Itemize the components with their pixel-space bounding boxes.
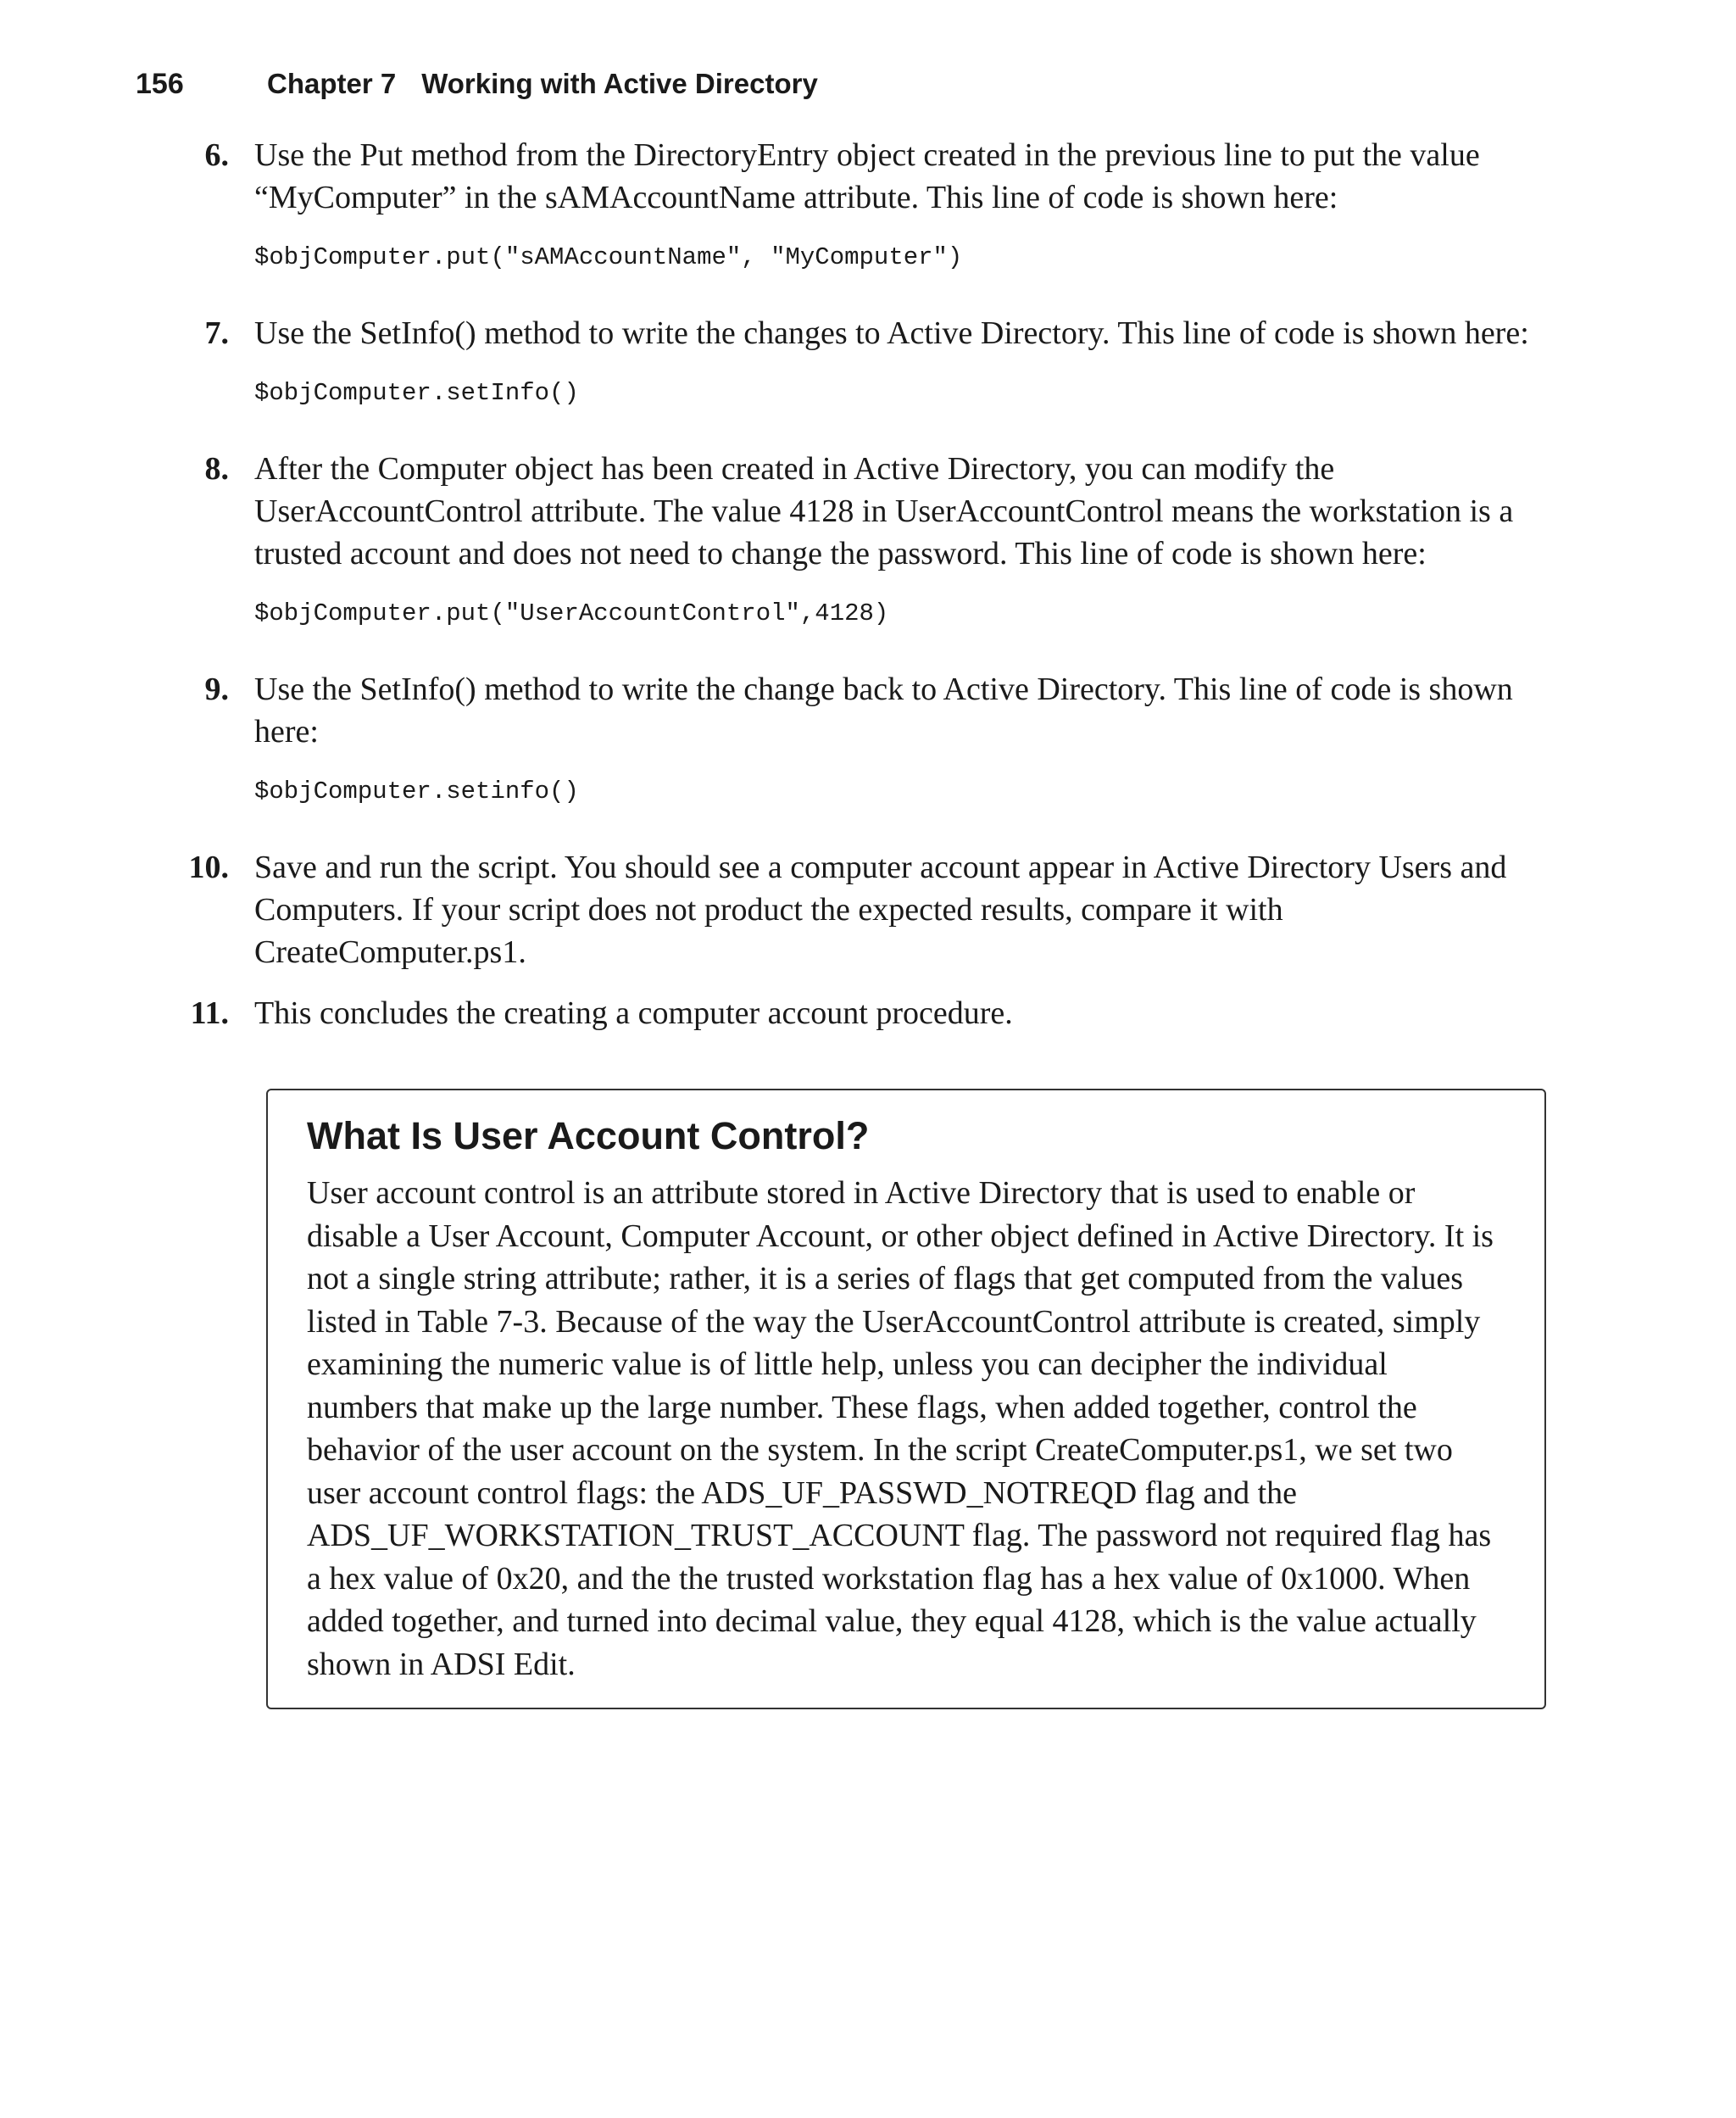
step-text: Save and run the script. You should see a computer account appear in Active Directory Users and Computers. If your script does not product the expected results, compare it with CreateComputer.ps1. [254,850,1507,970]
sidebar-box [266,1089,1546,1709]
step-11 [190,992,1560,1034]
code-line: $objComputer.setInfo() [254,379,579,407]
step-7 [204,312,1560,429]
step-text: After the Computer object has been created in Active Directory, you can modify the UserAccountControl attribute. The value 4128 in UserAccountControl means the workstation is a trusted account and does not need to change the password. This line of code is shown here: [254,451,1514,571]
step-number: 6. [204,137,229,173]
code-line: $objComputer.setinfo() [254,778,579,805]
running-head [136,68,818,109]
chapter-label: Chapter 7 [267,68,397,99]
step-number: 9. [204,672,229,707]
step-number: 11. [190,995,229,1031]
sidebar-title: What Is User Account Control? [307,1114,870,1157]
page-number: 156 [136,68,184,100]
step-8 [204,448,1560,649]
step-text: This concludes the creating a computer account procedure. [254,995,1013,1031]
step-text: Use the SetInfo() method to write the change back to Active Directory. This line of code is shown here: [254,672,1513,750]
code-line: $objComputer.put("UserAccountControl",4128) [254,599,889,627]
procedure-steps [188,134,1560,1053]
step-number: 7. [204,315,229,351]
step-text: Use the SetInfo() method to write the changes to Active Directory. This line of code is shown here: [254,315,1529,351]
sidebar-body: User account control is an attribute stored in Active Directory that is used to enable or disable a User Account, Computer Account, or other object defined in Active Directory. It is not a single string attribute; rather, it is a series of flags that get computed from the values listed in Table 7-3. Because of the way the UserAccountControl attribute is created, simply examining the numeric value is of little help, unless you can decipher the individual numbers that make up the large number. These flags, when added together, control the behavior of the user account on the system. In the script CreateComputer.ps1, we set two user account control flags: the ADS_UF_PASSWD_NOTREQD flag and the ADS_UF_WORKSTATION_TRUST_ACCOUNT flag. The password not required flag has a hex value of 0x20, and the the trusted workstation flag has a hex value of 0x1000. When added together, and turned into decimal value, they equal 4128, which is the value actually shown in ADSI Edit. [307,1175,1494,1682]
step-text: Use the Put method from the DirectoryEntry object created in the previous line to put the value “MyComputer” in the sAMAccountName attribute. This line of code is shown here: [254,137,1480,215]
chapter-title: Working with Active Directory [421,68,818,99]
step-9 [204,668,1560,828]
step-6 [204,134,1560,293]
step-number: 8. [204,451,229,487]
step-10 [188,846,1560,973]
step-number: 10. [188,850,229,885]
code-line: $objComputer.put("sAMAccountName", "MyComputer") [254,243,963,271]
